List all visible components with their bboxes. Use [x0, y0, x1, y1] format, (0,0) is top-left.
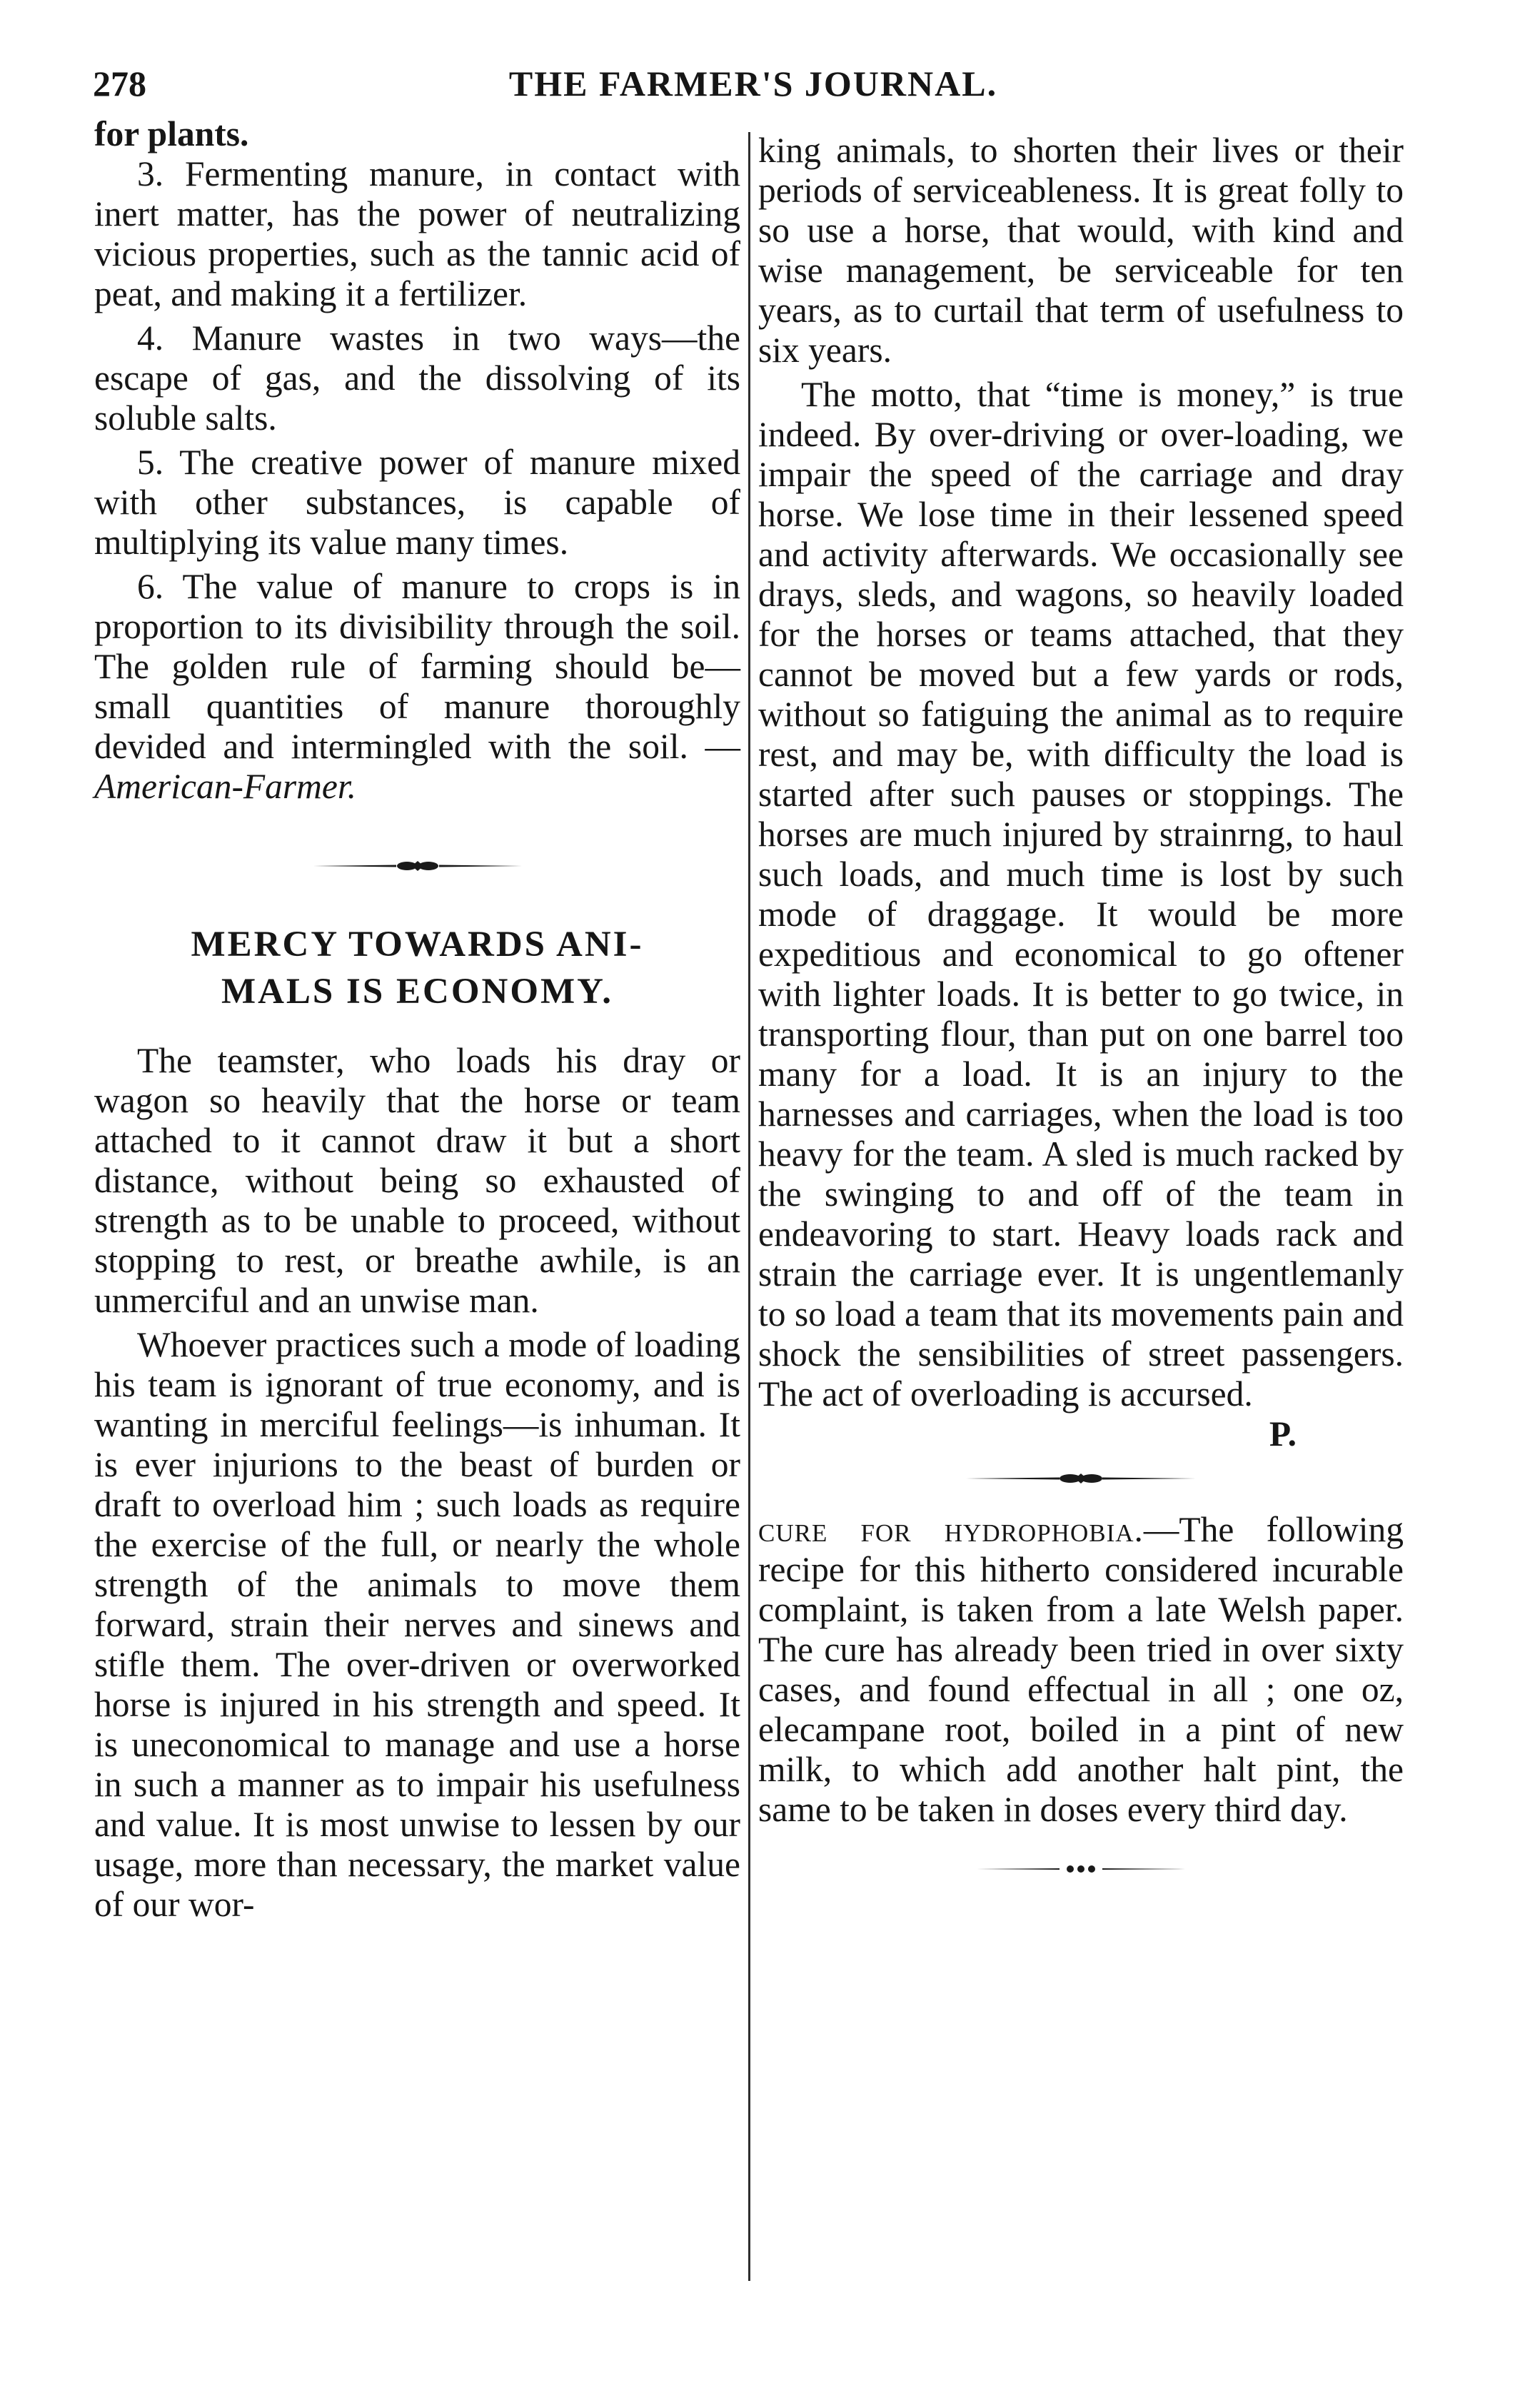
article-paragraph-motto: The motto, that “time is money,” is true indeed. By over-driving or over-loading, we impair the speed of the carriage and dray horse. We lose time in their lessened speed and activity afterwards. We occasionally see drays, sleds, and wagons, so heavily loaded for the horses or teams attached, that they cannot be moved but a few yards or rods, without so fatiguing the animal as to require rest, and may be, with difficulty the load is started after such pauses or stoppings. The horses are much injured by strainrng, to haul such loads, and much time is lost by such mode of draggage. It would be more expeditious and economical to go oftener with lighter loads. It is better to go twice, in transporting flour, than put on one barrel too many for a load. It is an injury to the harnesses and carriages, when the load is too heavy for the team. A sled is much racked by the swinging to and off of the team in endeavoring to start. Heavy loads rack and strain the carriage ever. It is ungentlemanly to so load a team that its movements pain and shock the sensibilities of street passengers. The act of overloading is accursed.: [758, 375, 1404, 1414]
list-item-3: 3. Fermenting manure, in contact with inert matter, has the power of neutralizing vicious properties, such as the tannic acid of peat, and making it a fertilizer.: [94, 154, 740, 313]
author-signature: P.: [1269, 1414, 1297, 1454]
column-divider: [748, 132, 750, 2281]
article-paragraph-continued: king animals, to shorten their lives or their periods of serviceableness. It is great folly to so use a horse, that would, with kind and wise management, be serviceable for ten years, as to curtail that term of usefulness to six years.: [758, 131, 1404, 370]
section-divider-ornament: [94, 834, 740, 898]
article-title-line-2: MALS IS ECONOMY.: [221, 972, 614, 1012]
cure-paragraph: [758, 1510, 1404, 1830]
section-divider-ornament-2: [758, 1457, 1404, 1500]
list-item-6: [94, 567, 740, 807]
source-credit: American-Farmer.: [94, 767, 357, 806]
continued-text: for plants.: [94, 114, 249, 153]
cure-heading: cure for hydrophobia.: [758, 1510, 1144, 1549]
article-title-line-1: MERCY TOWARDS ANI-: [191, 925, 644, 964]
list-item-6-text: 6. The value of manure to crops is in proportion to its divisibility through the soil. The golden rule of farming should be— small quantities of manure thoroughly devided and intermingled with the soil. —: [94, 567, 740, 766]
left-column: [94, 114, 740, 1925]
list-item-4: 4. Manure wastes in two ways—the escape of gas, and the dissolving of its soluble salts.: [94, 318, 740, 438]
page-header: [93, 63, 1414, 120]
cure-text: —The following recipe for this hitherto considered incurable complaint, is taken from a late Welsh paper. The cure has already been tried in over sixty cases, and found effectual in all ; one oz, elecampane root, boiled in a pint of new milk, to which add another halt pint, the same to be taken in doses every third day.: [758, 1510, 1404, 1829]
end-ornament: [758, 1844, 1404, 1894]
article-paragraph-1: The teamster, who loads his dray or wagon so heavily that the horse or team attached to it cannot draw it but a short distance, without being so exhausted of strength as to be unable to proceed, without stopping to rest, or breathe awhile, is an unmerciful and an unwise man.: [94, 1041, 740, 1320]
article-paragraph-2: Whoever practices such a mode of loading his team is ignorant of true economy, and is wanting in merciful feelings—is inhuman. It is ever injurions to the beast of burden or draft to overload him ; such loads as require the exercise of the full, or nearly the whole strength of the animals to move them forward, strain their nerves and sinews and stifle them. The over-driven or overworked horse is injured in his strength and speed. It is uneconomical to manage and use a horse in such a manner as to impair his usefulness and value. It is most unwise to lessen by our usage, more than necessary, the market value of our wor-: [94, 1325, 740, 1924]
running-title: THE FARMER'S JOURNAL.: [508, 64, 998, 104]
page-number: 278: [93, 64, 146, 104]
list-item-5: 5. The creative power of manure mixed with other substances, is capable of multiplying its value many times.: [94, 443, 740, 562]
article-title: [94, 921, 740, 1015]
right-column: [758, 131, 1404, 1894]
